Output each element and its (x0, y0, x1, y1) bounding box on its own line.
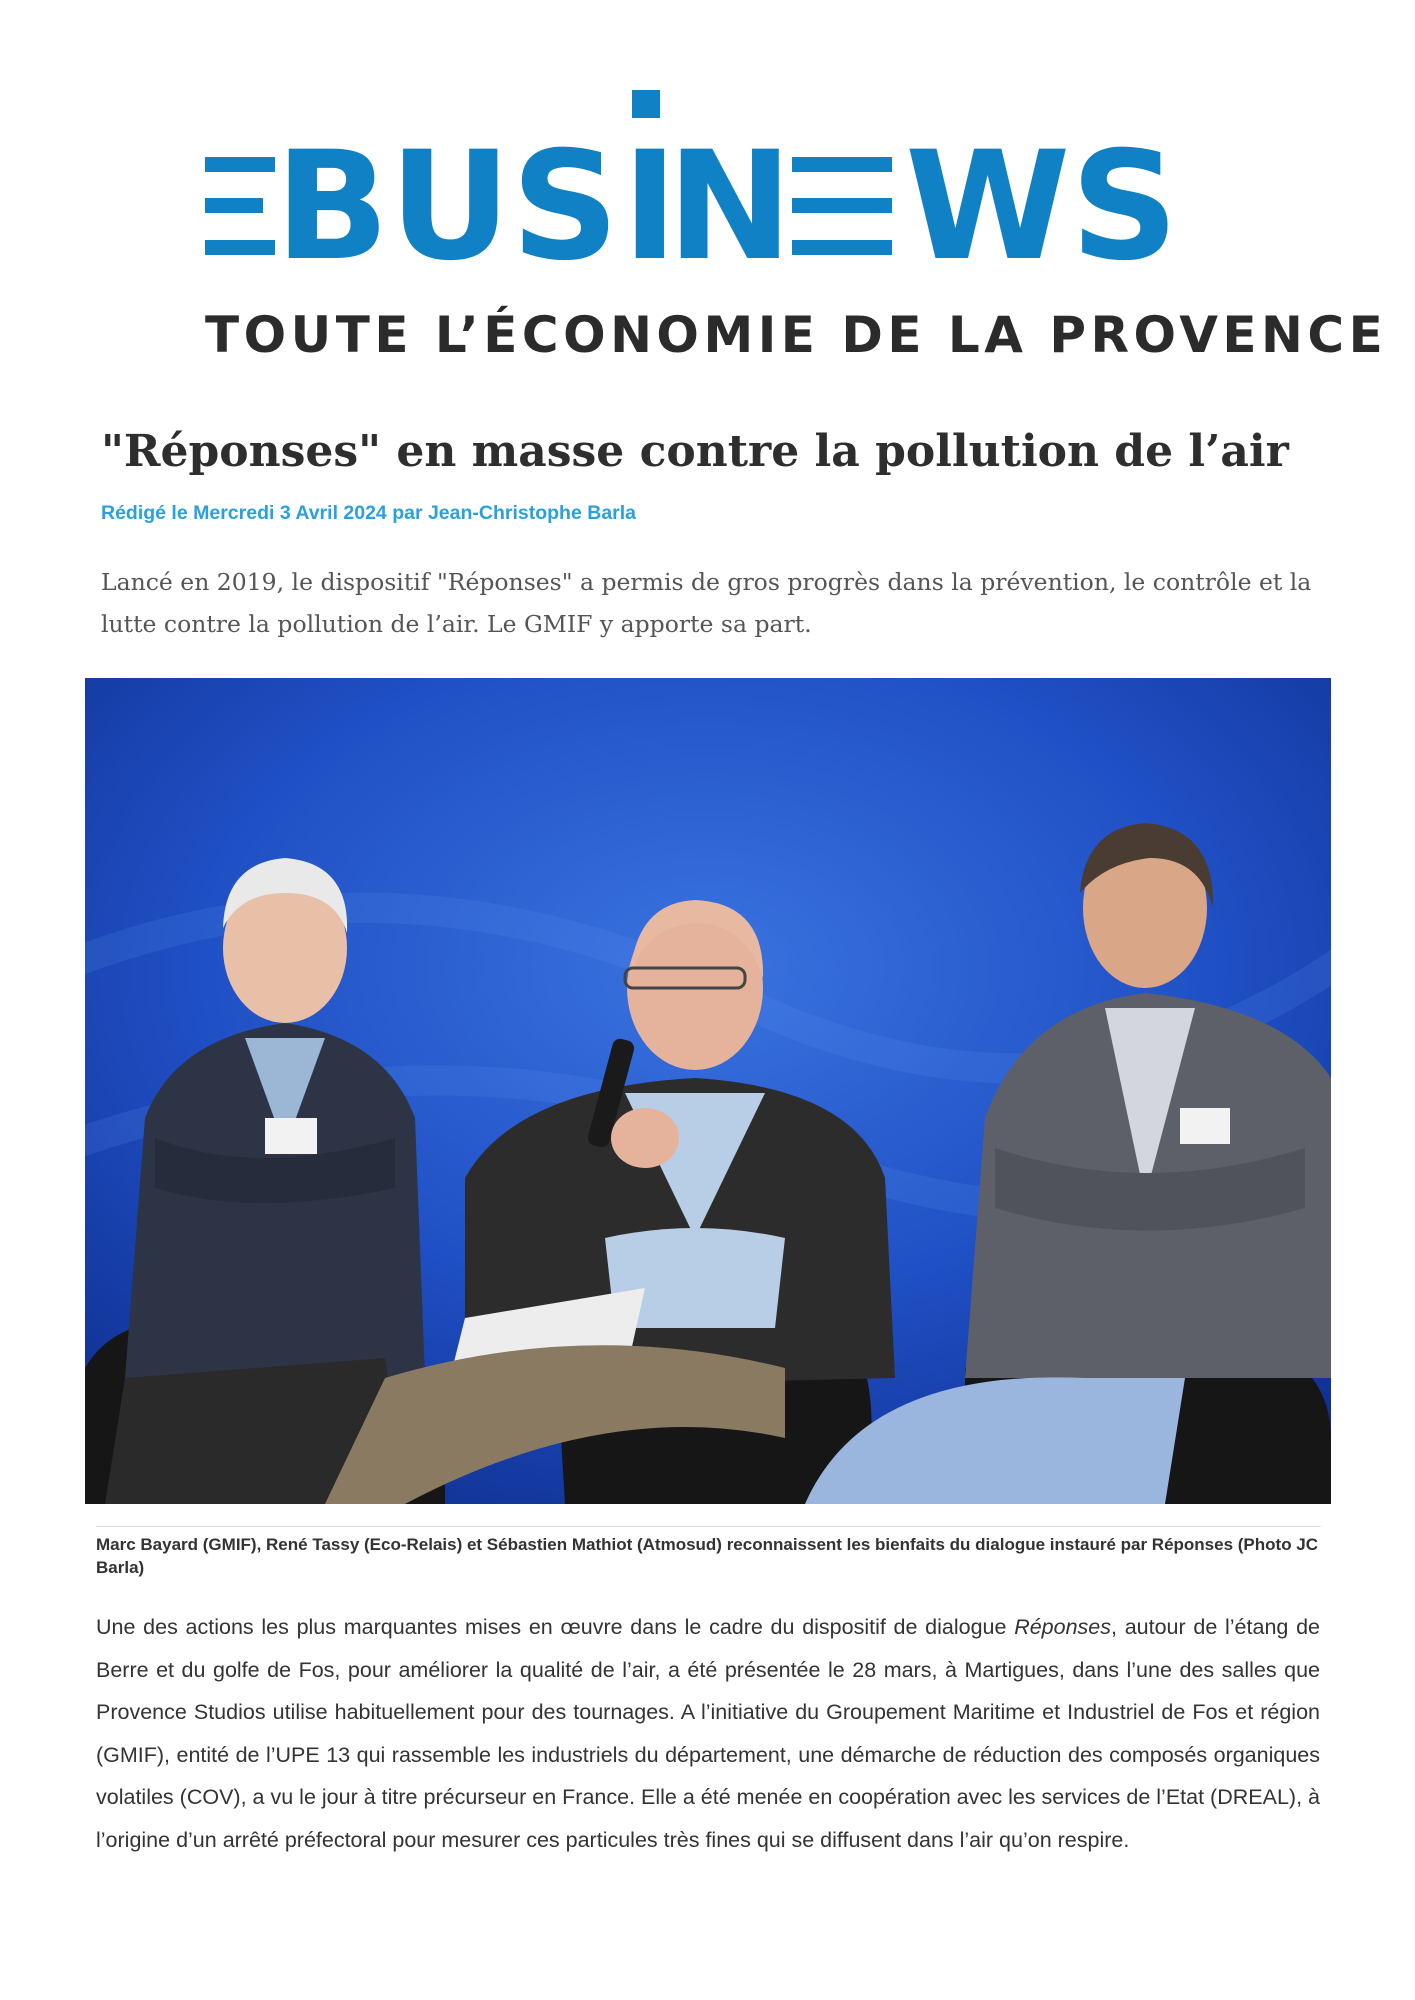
body-emphasis: Réponses (1014, 1615, 1112, 1639)
logo-letter-i: I (622, 120, 678, 280)
logo-letters-ws: WS (905, 120, 1179, 280)
article-photo[interactable] (85, 678, 1331, 1504)
logo-tagline: TOUTE L’ÉCONOMIE DE LA PROVENCE (205, 306, 1388, 364)
article-title: "Réponses" en masse contre la pollution de l’air (101, 426, 1289, 477)
article-byline[interactable]: Rédigé le Mercredi 3 Avril 2024 par Jean-Christophe Barla (101, 502, 637, 524)
businews-logo[interactable] (205, 80, 1215, 280)
logo-letters-bus: BUS (275, 120, 620, 280)
article-body (96, 1606, 1320, 1861)
body-part-2: , autour de l’étang de Berre et du golfe de Fos, pour améliorer la qualité de l’air, a été présentée le 28 mars, à Martigues, dans l’une des salles que Provence Studios utilise habituellement pour des tournages. A l’initiative du Groupement Maritime et Industriel de Fos et région (GMIF), entité de l’UPE 13 qui rassemble les industriels du département, une démarche de réduction des composés organiques volatiles (COV), a vu le jour à titre précurseur en France. Elle a été menée en coopération avec les services de l’Etat (DREAL), à l’origine d’un arrêté préfectoral pour mesurer ces particules très fines qui se diffusent dans l’air qu’on respire. (96, 1615, 1320, 1852)
article-lead: Lancé en 2019, le dispositif "Réponses" a permis de gros progrès dans la prévention, le contrôle et la lutte contre la pollution de l’air. Le GMIF y apporte sa part. (101, 568, 1312, 638)
body-part-1: Une des actions les plus marquantes mises en œuvre dans le cadre du dispositif de dialogue (96, 1615, 1015, 1639)
photo-caption: Marc Bayard (GMIF), René Tassy (Eco-Relais) et Sébastien Mathiot (Atmosud) reconnaissent les bienfaits du dialogue instauré par Réponses (Photo JC Barla) (96, 1535, 1319, 1577)
photo-illustration (85, 678, 1331, 1504)
site-header (0, 80, 1415, 380)
logo-letter-n: N (667, 120, 793, 280)
caption-divider (96, 1526, 1321, 1527)
